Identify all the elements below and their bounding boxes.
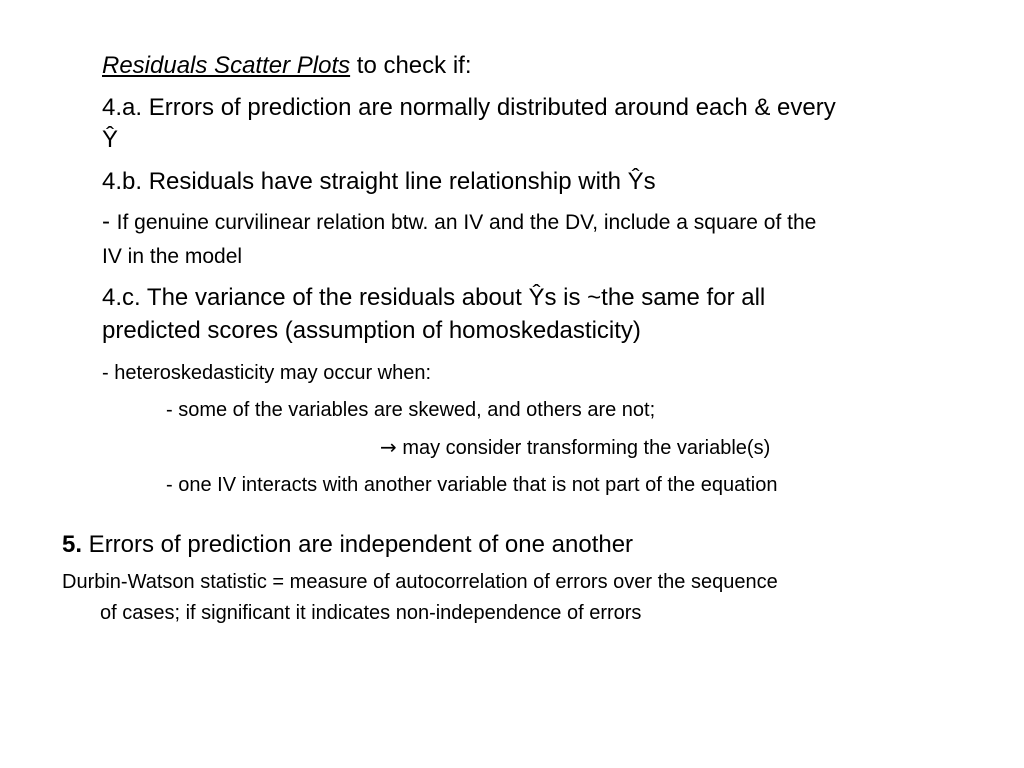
hetero-case-interaction: - one IV interacts with another variable that is not part of the equation — [166, 474, 778, 496]
item-5-text: Errors of prediction are independent of one another — [82, 531, 634, 558]
durbin-watson-line2: of cases; if significant it indicates non-independence of errors — [100, 602, 642, 624]
curvilinear-note-line2: IV in the model — [102, 245, 243, 268]
heading-rest: to check if: — [350, 52, 472, 79]
transform-advice-text: may consider transforming the variable(s) — [396, 437, 771, 459]
slide-heading — [102, 52, 472, 80]
item-4a-line2: Ŷ — [102, 126, 119, 153]
item-4c-line1: 4.c. The variance of the residuals about Ŷs is ~the same for all — [102, 284, 766, 311]
curvilinear-text: If genuine curvilinear relation btw. an IV and the DV, include a square of the — [116, 211, 817, 234]
item-5 — [62, 531, 633, 559]
item-4a-line1: 4.a. Errors of prediction are normally distributed around each & every — [102, 94, 836, 121]
curvilinear-note-line1 — [102, 208, 816, 236]
durbin-watson-line1: Durbin-Watson statistic = measure of autocorrelation of errors over the sequence — [62, 571, 778, 593]
hetero-intro: - heteroskedasticity may occur when: — [102, 362, 432, 384]
heading-italic-term: Residuals Scatter Plots — [102, 52, 351, 79]
hetero-case-skewed: - some of the variables are skewed, and others are not; — [166, 399, 656, 421]
item-4b: 4.b. Residuals have straight line relationship with Ŷs — [102, 168, 656, 195]
curvilinear-dash: - — [102, 208, 117, 235]
right-arrow-icon: → — [380, 435, 397, 459]
item-5-number: 5. — [62, 531, 83, 558]
item-4c-line2: predicted scores (assumption of homoskedasticity) — [102, 317, 641, 344]
hetero-case-skewed-advice — [380, 436, 770, 461]
